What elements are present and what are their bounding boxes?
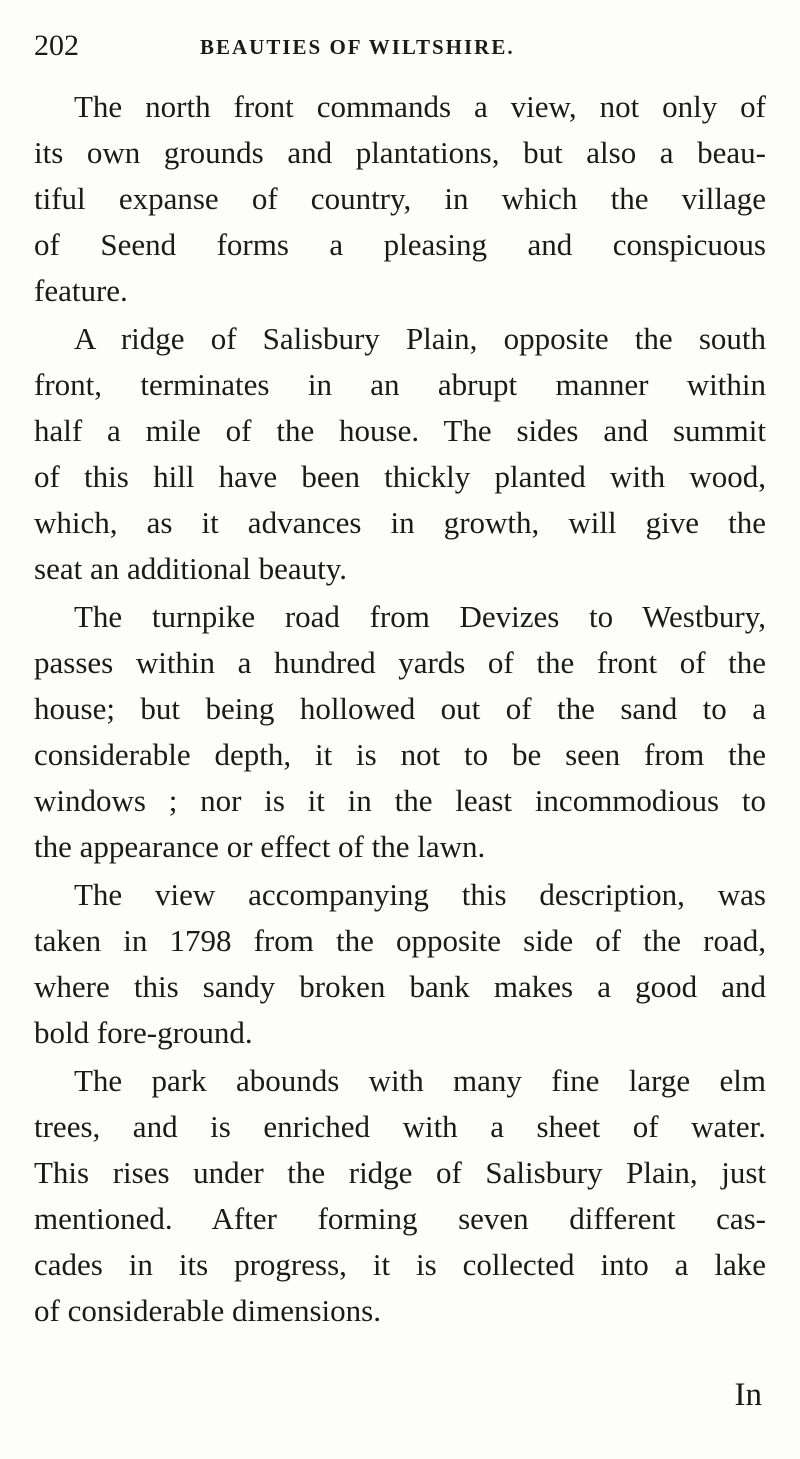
text-line: The park abounds with many fine large elm: [74, 1063, 766, 1098]
text-line: seat an additional beauty.: [34, 551, 348, 586]
paragraph: [34, 594, 766, 870]
paragraph: [34, 872, 766, 1056]
text-line: front, terminates in an abrupt manner within: [34, 367, 766, 402]
text-line: which, as it advances in growth, will give the: [34, 505, 766, 540]
text-line: trees, and is enriched with a sheet of water.: [34, 1109, 766, 1144]
text-line: The turnpike road from Devizes to Westbury,: [74, 599, 766, 634]
text-line: passes within a hundred yards of the front of the: [34, 645, 766, 680]
text-line: The view accompanying this description, was: [74, 877, 766, 912]
text-line: house; but being hollowed out of the sand to a: [34, 691, 766, 726]
text-line: taken in 1798 from the opposite side of the road,: [34, 923, 766, 958]
text-line: the appearance or effect of the lawn.: [34, 829, 486, 864]
text-line: feature.: [34, 273, 128, 308]
page-header: [34, 26, 766, 66]
running-title: BEAUTIES OF WILTSHIRE.: [200, 35, 515, 59]
text-line: of considerable dimensions.: [34, 1293, 381, 1328]
catchword: In: [734, 1377, 762, 1413]
text-line: A ridge of Salisbury Plain, opposite the south: [74, 321, 766, 356]
paragraph: [34, 84, 766, 314]
paragraph: [34, 1058, 766, 1334]
text-line: bold fore-ground.: [34, 1015, 253, 1050]
text-line: cades in its progress, it is collected into a lake: [34, 1247, 766, 1282]
text-line: windows ; nor is it in the least incommodious to: [34, 783, 766, 818]
text-line: considerable depth, it is not to be seen from the: [34, 737, 766, 772]
body-text: [34, 84, 766, 1334]
text-line: tiful expanse of country, in which the village: [34, 181, 766, 216]
text-line: half a mile of the house. The sides and summit: [34, 413, 766, 448]
paragraph: [34, 316, 766, 592]
text-line: its own grounds and plantations, but also a beau-: [34, 135, 766, 170]
page-number: 202: [34, 29, 79, 62]
text-line: The north front commands a view, not only of: [74, 89, 766, 124]
text-line: This rises under the ridge of Salisbury Plain, just: [34, 1155, 766, 1190]
text-line: of Seend forms a pleasing and conspicuous: [34, 227, 766, 262]
text-line: where this sandy broken bank makes a good and: [34, 969, 766, 1004]
text-line: of this hill have been thickly planted with wood,: [34, 459, 766, 494]
text-line: mentioned. After forming seven different cas-: [34, 1201, 766, 1236]
